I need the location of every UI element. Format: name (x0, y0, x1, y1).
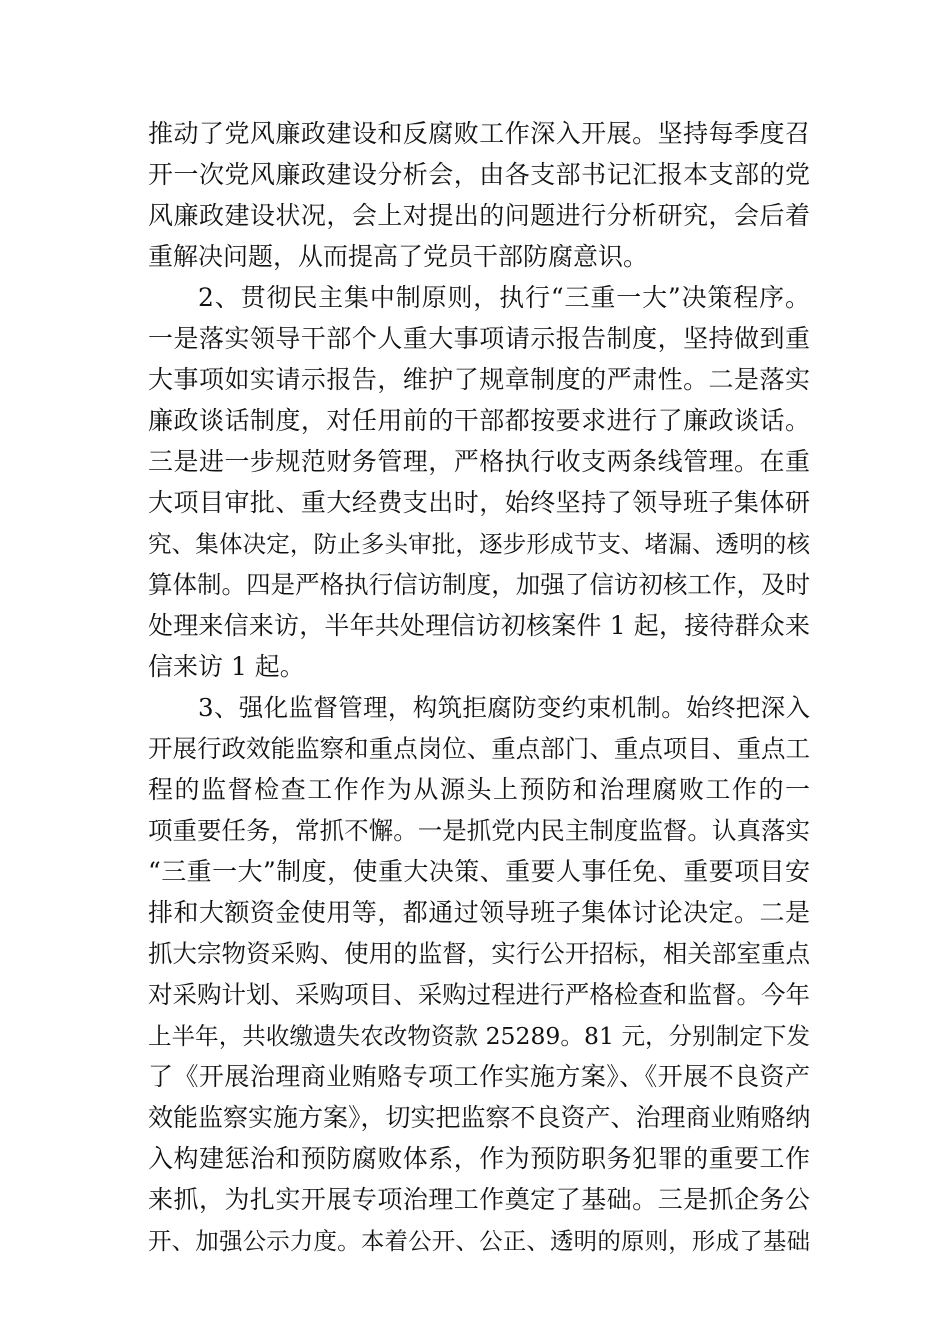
text-line: 究、集体决定，防止多头审批，逐步形成节支、堵漏、透明的核 (148, 530, 810, 558)
text-line: 对采购计划、采购项目、采购过程进行严格检查和监督。今年 (148, 980, 810, 1009)
text-line: 风廉政建设状况，会上对提出的问题进行分析研究，会后着 (148, 201, 810, 230)
text-line: 2、贯彻民主集中制原则，执行“三重一大”决策程序。 (198, 283, 810, 312)
text-line: 3、强化监督管理，构筑拒腐防变约束机制。始终把深入 (198, 693, 810, 722)
text-line: 三是进一步规范财务管理，严格执行收支两条线管理。在重 (148, 447, 810, 476)
text-line: 效能监察实施方案》，切实把监察不良资产、治理商业贿赂纳 (148, 1103, 811, 1132)
text-line: 廉政谈话制度，对任用前的干部都按要求进行了廉政谈话。 (148, 406, 810, 435)
text-line: “三重一大”制度，使重大决策、重要人事任免、重要项目安 (148, 857, 810, 886)
text-line: 开展行政效能监察和重点岗位、重点部门、重点项目、重点工 (148, 734, 810, 763)
text-line: 信来访 1 起。 (148, 652, 305, 681)
text-line: 大项目审批、重大经费支出时，始终坚持了领导班子集体研 (148, 488, 810, 517)
text-line: 排和大额资金使用等，都通过领导班子集体讨论决定。二是 (148, 898, 810, 927)
text-line: 处理来信来访，半年共处理信访初核案件 1 起，接待群众来 (148, 611, 810, 640)
text-line: 上半年，共收缴遗失农改物资款 25289。81 元，分别制定下发 (148, 1022, 810, 1050)
text-line: 来抓，为扎实开展专项治理工作奠定了基础。三是抓企务公 (148, 1185, 810, 1214)
text-line: 一是落实领导干部个人重大事项请示报告制度，坚持做到重 (148, 324, 810, 353)
text-line: 程的监督检查工作作为从源头上预防和治理腐败工作的一 (148, 775, 810, 804)
text-line: 算体制。四是严格执行信访制度，加强了信访初核工作，及时 (148, 570, 810, 599)
text-line: 了《开展治理商业贿赂专项工作实施方案》、《开展不良资产 (148, 1062, 810, 1091)
text-line: 重解决问题，从而提高了党员干部防腐意识。 (148, 242, 649, 271)
text-line: 开一次党风廉政建设分析会，由各支部书记汇报本支部的党 (148, 160, 810, 189)
text-line: 开、加强公示力度。本着公开、公正、透明的原则，形成了基础 (148, 1227, 810, 1255)
text-line: 项重要任务，常抓不懈。一是抓党内民主制度监督。认真落实 (148, 816, 810, 845)
text-line: 大事项如实请示报告，维护了规章制度的严肃性。二是落实 (148, 365, 810, 394)
text-line: 抓大宗物资采购、使用的监督，实行公开招标，相关部室重点 (148, 939, 810, 968)
text-line: 推动了党风廉政建设和反腐败工作深入开展。坚持每季度召 (148, 119, 810, 148)
text-line: 入构建惩治和预防腐败体系，作为预防职务犯罪的重要工作 (148, 1144, 810, 1173)
